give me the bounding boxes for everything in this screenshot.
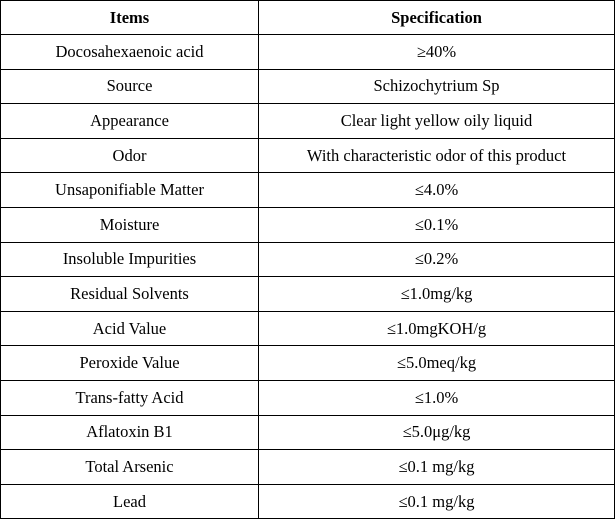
table-row — [1, 173, 615, 208]
item-cell: Moisture — [1, 207, 259, 242]
table-row — [1, 104, 615, 139]
item-cell: Trans-fatty Acid — [1, 380, 259, 415]
item-cell: Total Arsenic — [1, 450, 259, 485]
table-row — [1, 35, 615, 70]
specification-cell: ≤1.0mg/kg — [259, 277, 615, 312]
table-row — [1, 207, 615, 242]
item-cell: Docosahexaenoic acid — [1, 35, 259, 70]
table-row — [1, 484, 615, 519]
table-row — [1, 277, 615, 312]
specification-cell: ≤0.1% — [259, 207, 615, 242]
item-cell: Residual Solvents — [1, 277, 259, 312]
specification-cell: ≥40% — [259, 35, 615, 70]
table-row — [1, 380, 615, 415]
column-header-items: Items — [1, 1, 259, 35]
specification-cell: ≤0.2% — [259, 242, 615, 277]
item-cell: Aflatoxin B1 — [1, 415, 259, 450]
column-header-specification: Specification — [259, 1, 615, 35]
specification-cell: ≤5.0μg/kg — [259, 415, 615, 450]
item-cell: Unsaponifiable Matter — [1, 173, 259, 208]
specification-cell: ≤1.0% — [259, 380, 615, 415]
table-row — [1, 242, 615, 277]
specification-cell: ≤5.0meq/kg — [259, 346, 615, 381]
table-row — [1, 138, 615, 173]
specification-cell: With characteristic odor of this product — [259, 138, 615, 173]
specification-cell: Schizochytrium Sp — [259, 69, 615, 104]
table-row — [1, 346, 615, 381]
table-row — [1, 311, 615, 346]
item-cell: Lead — [1, 484, 259, 519]
table-row — [1, 69, 615, 104]
specification-cell: ≤1.0mgKOH/g — [259, 311, 615, 346]
item-cell: Insoluble Impurities — [1, 242, 259, 277]
item-cell: Source — [1, 69, 259, 104]
table-header-row — [1, 1, 615, 35]
item-cell: Odor — [1, 138, 259, 173]
item-cell: Peroxide Value — [1, 346, 259, 381]
table-row — [1, 415, 615, 450]
item-cell: Acid Value — [1, 311, 259, 346]
table-row — [1, 450, 615, 485]
item-cell: Appearance — [1, 104, 259, 139]
specification-cell: ≤0.1 mg/kg — [259, 450, 615, 485]
specification-cell: Clear light yellow oily liquid — [259, 104, 615, 139]
specification-cell: ≤4.0% — [259, 173, 615, 208]
specification-cell: ≤0.1 mg/kg — [259, 484, 615, 519]
